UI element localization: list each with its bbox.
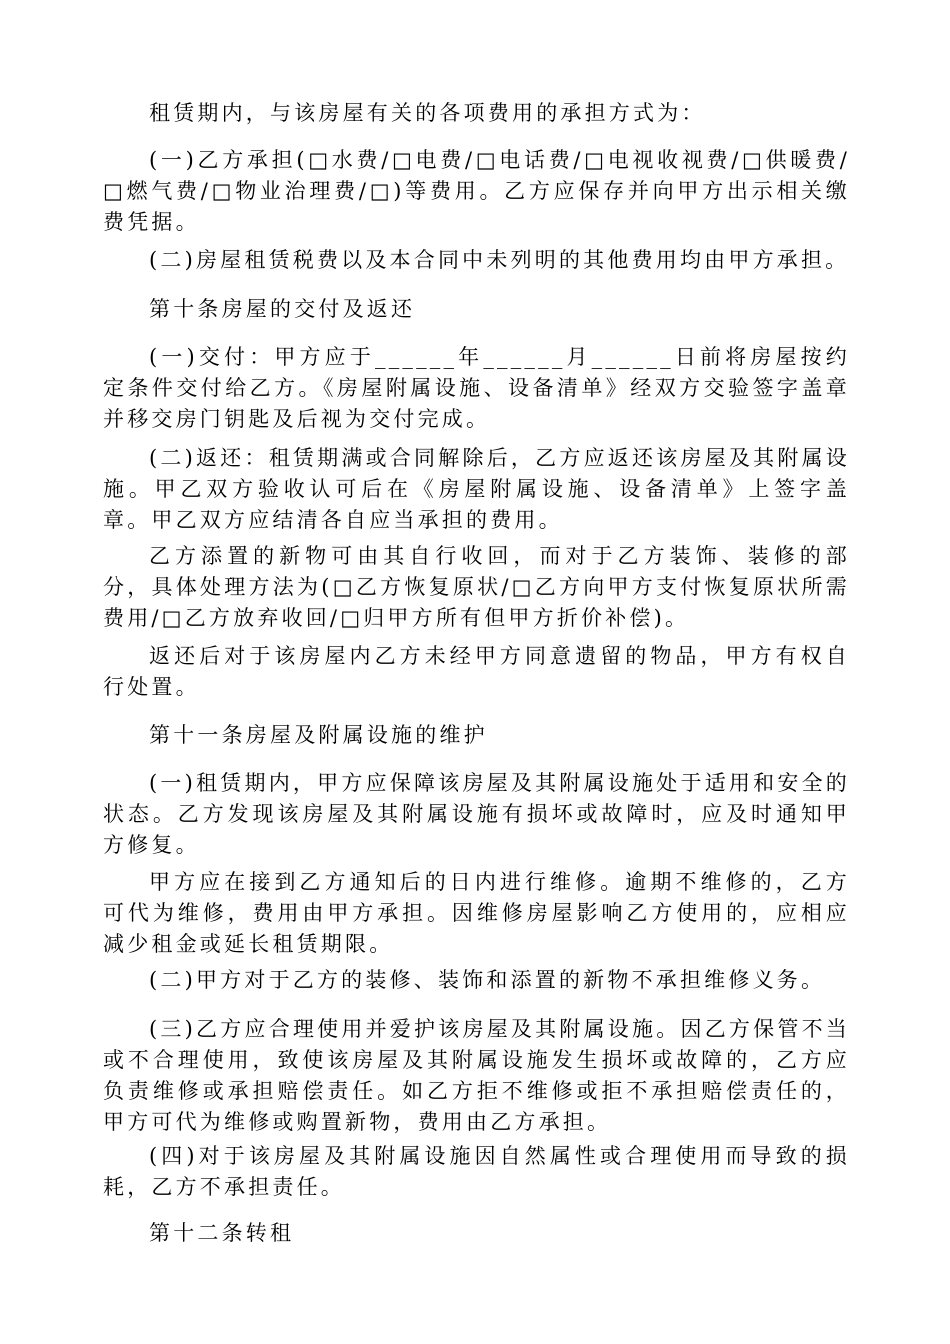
paragraph-landlord-taxes: (二)房屋租赁税费以及本合同中未列明的其他费用均由甲方承担。 [149, 248, 850, 272]
paragraph-return: (二)返还：租赁期满或合同解除后，乙方应返还该房屋及其附属设施。甲乙双方验收认可后在《房屋附属设施、设备清单》上签字盖章。甲乙双方应结清各自应当承担的费用。 [103, 446, 850, 532]
paragraph-added-items: 乙方添置的新物可由其自行收回，而对于乙方装饰、装修的部分，具体处理方法为(□乙方恢复原状/□乙方向甲方支付恢复原状所需费用/□乙方放弃收回/□归甲方所有但甲方折价补偿)。 [103, 544, 850, 630]
paragraph-tenant-care: (三)乙方应合理使用并爱护该房屋及其附属设施。因乙方保管不当或不合理使用，致使该房屋及其附属设施发生损坏或故障的，乙方应负责维修或承担赔偿责任。如乙方拒不维修或拒不承担赔偿责任的，甲方可代为维修或购置新物，费用由乙方承担。 [103, 1017, 850, 1134]
paragraph-repair-deadline: 甲方应在接到乙方通知后的日内进行维修。逾期不维修的，乙方可代为维修，费用由甲方承担。因维修房屋影响乙方使用的，应相应减少租金或延长租赁期限。 [103, 870, 850, 956]
paragraph-no-repair-obligation: (二)甲方对于乙方的装修、装饰和添置的新物不承担维修义务。 [149, 968, 826, 992]
heading-article-11: 第十一条房屋及附属设施的维护 [149, 723, 488, 747]
paragraph-fees-intro: 租赁期内，与该房屋有关的各项费用的承担方式为： [149, 101, 706, 125]
paragraph-tenant-fees: (一)乙方承担(□水费/□电费/□电话费/□电视收视费/□供暖费/□燃气费/□物业治理费/□)等费用。乙方应保存并向甲方出示相关缴费凭据。 [103, 148, 850, 234]
heading-article-12: 第十二条转租 [149, 1221, 295, 1245]
paragraph-delivery: (一)交付：甲方应于______年______月______日前将房屋按约定条件交付给乙方。《房屋附属设施、设备清单》经双方交验签字盖章并移交房门钥匙及后视为交付完成。 [103, 345, 850, 431]
heading-article-10: 第十条房屋的交付及返还 [149, 297, 416, 321]
paragraph-normal-wear: (四)对于该房屋及其附属设施因自然属性或合理使用而导致的损耗，乙方不承担责任。 [103, 1144, 850, 1199]
paragraph-left-items: 返还后对于该房屋内乙方未经甲方同意遗留的物品，甲方有权自行处置。 [103, 644, 850, 699]
paragraph-maintenance-duty: (一)租赁期内，甲方应保障该房屋及其附属设施处于适用和安全的状态。乙方发现该房屋及其附属设施有损坏或故障时，应及时通知甲方修复。 [103, 771, 850, 857]
